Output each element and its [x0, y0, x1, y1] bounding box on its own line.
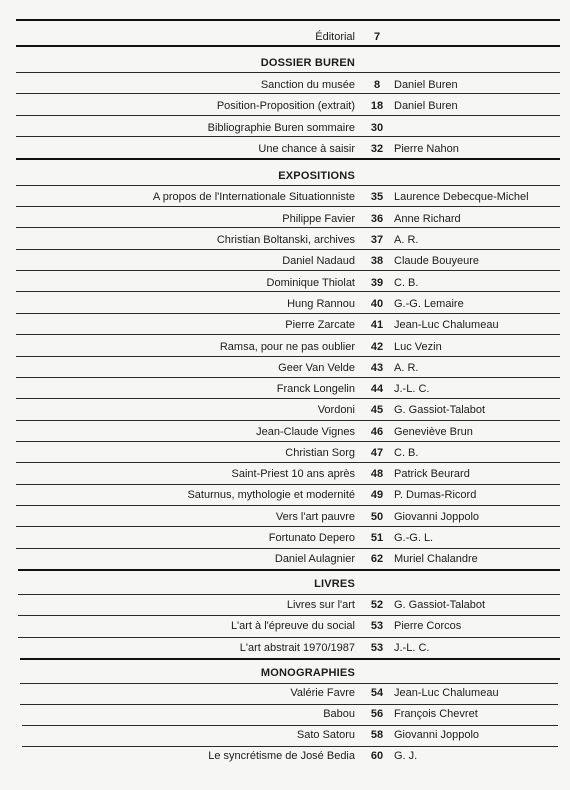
toc-entry	[0, 339, 570, 355]
entry-page: 60	[370, 750, 384, 762]
entry-page: 32	[370, 143, 384, 155]
toc-entry	[0, 748, 570, 764]
entry-author: François Chevret	[394, 708, 478, 720]
divider	[16, 484, 560, 485]
toc-entry	[0, 618, 570, 634]
section-heading-expositions: EXPOSITIONS	[278, 170, 355, 182]
entry-page: 58	[370, 729, 384, 741]
entry-page: 40	[370, 298, 384, 310]
entry-author: Claude Bouyeure	[394, 255, 480, 267]
entry-page: 36	[370, 213, 384, 225]
toc-entry	[0, 77, 570, 93]
entry-page: 48	[370, 468, 384, 480]
entry-page: 35	[370, 191, 384, 203]
toc-entry	[0, 98, 570, 114]
divider	[16, 548, 560, 549]
divider	[16, 441, 560, 442]
toc-entry	[0, 685, 570, 701]
divider	[16, 270, 560, 271]
toc-entry	[0, 360, 570, 376]
divider	[16, 356, 560, 357]
divider	[16, 227, 560, 228]
entry-author: Muriel Chalandre	[394, 553, 478, 565]
entry-author: J.-L. C.	[394, 383, 430, 395]
entry-title: Geer Van Velde	[278, 362, 355, 374]
entry-author: Daniel Buren	[394, 79, 458, 91]
entry-author: J.-L. C.	[394, 642, 430, 654]
toc-entry	[0, 487, 570, 503]
entry-title: Ramsa, pour ne pas oublier	[219, 341, 355, 353]
toc-entry	[0, 509, 570, 525]
entry-author: G. Gassiot-Talabot	[394, 599, 486, 611]
entry-page: 44	[370, 383, 384, 395]
toc-entry	[0, 141, 570, 157]
toc-entry-editorial	[0, 29, 570, 45]
divider	[16, 398, 560, 399]
entry-page: 41	[370, 319, 384, 331]
entry-title: Éditorial	[315, 31, 355, 43]
entry-page: 51	[370, 532, 384, 544]
entry-author: Jean-Luc Chalumeau	[394, 687, 499, 699]
section-rule	[20, 658, 560, 660]
entry-author: Geneviève Brun	[394, 426, 473, 438]
entry-author: A. R.	[394, 234, 419, 246]
toc-entry	[0, 381, 570, 397]
section-rule	[16, 45, 560, 47]
toc-entry	[0, 317, 570, 333]
toc-entry	[0, 296, 570, 312]
divider	[16, 420, 560, 421]
top-rule	[16, 19, 560, 21]
entry-page: 52	[370, 599, 384, 611]
divider	[16, 313, 560, 314]
entry-title: Dominique Thiolat	[266, 277, 355, 289]
entry-page: 7	[373, 31, 381, 43]
toc-entry	[0, 275, 570, 291]
entry-page: 37	[370, 234, 384, 246]
toc-entry	[0, 530, 570, 546]
toc-entry	[0, 597, 570, 613]
entry-author: A. R.	[394, 362, 419, 374]
entry-author: G.-G. L.	[394, 532, 434, 544]
toc-entry	[0, 727, 570, 743]
divider	[16, 136, 560, 137]
entry-author: C. B.	[394, 447, 419, 459]
toc-entry	[0, 189, 570, 205]
entry-page: 39	[370, 277, 384, 289]
toc-entry	[0, 445, 570, 461]
entry-page: 42	[370, 341, 384, 353]
entry-title: Babou	[323, 708, 355, 720]
divider	[20, 683, 558, 684]
toc-entry	[0, 253, 570, 269]
entry-page: 47	[370, 447, 384, 459]
divider	[16, 505, 560, 506]
section-heading-dossier-buren: DOSSIER BUREN	[260, 57, 355, 69]
entry-page: 30	[370, 122, 384, 134]
entry-author: G.-G. Lemaire	[394, 298, 464, 310]
entry-title: Livres sur l'art	[286, 599, 355, 611]
entry-author: Jean-Luc Chalumeau	[394, 319, 499, 331]
section-heading-monographies: MONOGRAPHIES	[260, 667, 355, 679]
entry-author: P. Dumas-Ricord	[394, 489, 477, 501]
divider	[16, 377, 560, 378]
entry-title: Saturnus, mythologie et modernité	[187, 489, 355, 501]
divider	[16, 462, 560, 463]
entry-page: 43	[370, 362, 384, 374]
entry-author: C. B.	[394, 277, 419, 289]
entry-title: Pierre Zarcate	[285, 319, 355, 331]
entry-title: Christian Sorg	[285, 447, 355, 459]
divider	[22, 746, 558, 747]
entry-page: 45	[370, 404, 384, 416]
section-rule	[16, 158, 560, 160]
entry-page: 62	[370, 553, 384, 565]
divider	[16, 334, 560, 335]
entry-page: 8	[373, 79, 381, 91]
toc-entry	[0, 706, 570, 722]
divider	[16, 206, 560, 207]
divider	[16, 185, 560, 186]
entry-title: Daniel Nadaud	[282, 255, 355, 267]
entry-title: Sanction du musée	[260, 79, 355, 91]
toc-entry	[0, 211, 570, 227]
entry-title: Saint-Priest 10 ans après	[231, 468, 355, 480]
toc-entry	[0, 424, 570, 440]
toc-entry	[0, 551, 570, 567]
entry-title: A propos de l'Internationale Situationniste	[152, 191, 355, 203]
entry-title: Vordoni	[317, 404, 355, 416]
entry-title: Une chance à saisir	[258, 143, 355, 155]
divider	[20, 704, 558, 705]
section-rule	[18, 569, 560, 571]
entry-page: 38	[370, 255, 384, 267]
divider	[16, 72, 560, 73]
entry-title: Philippe Favier	[282, 213, 355, 225]
entry-title: Vers l'art pauvre	[275, 511, 355, 523]
entry-title: Bibliographie Buren sommaire	[207, 122, 355, 134]
entry-author: Pierre Nahon	[394, 143, 459, 155]
entry-title: Position-Proposition (extrait)	[216, 100, 355, 112]
divider	[22, 725, 558, 726]
toc-entry	[0, 232, 570, 248]
divider	[16, 249, 560, 250]
entry-page: 50	[370, 511, 384, 523]
entry-author: G. Gassiot-Talabot	[394, 404, 486, 416]
entry-page: 18	[370, 100, 384, 112]
entry-author: Daniel Buren	[394, 100, 458, 112]
section-heading-livres: LIVRES	[314, 578, 355, 590]
entry-page: 54	[370, 687, 384, 699]
divider	[16, 291, 560, 292]
entry-page: 53	[370, 620, 384, 632]
entry-author: Patrick Beurard	[394, 468, 470, 480]
entry-author: Anne Richard	[394, 213, 461, 225]
toc-entry	[0, 466, 570, 482]
divider	[18, 615, 560, 616]
entry-author: Giovanni Joppolo	[394, 729, 480, 741]
toc-entry	[0, 640, 570, 656]
divider	[18, 594, 560, 595]
divider	[16, 526, 560, 527]
entry-title: Valérie Favre	[290, 687, 355, 699]
entry-page: 49	[370, 489, 384, 501]
entry-author: Pierre Corcos	[394, 620, 462, 632]
entry-page: 46	[370, 426, 384, 438]
toc-entry	[0, 402, 570, 418]
divider	[16, 115, 560, 116]
entry-title: Hung Rannou	[287, 298, 355, 310]
entry-title: Sato Satoru	[296, 729, 355, 741]
entry-page: 53	[370, 642, 384, 654]
entry-author: Laurence Debecque-Michel	[394, 191, 529, 203]
entry-title: L'art abstrait 1970/1987	[239, 642, 355, 654]
entry-title: Daniel Aulagnier	[274, 553, 355, 565]
entry-author: Giovanni Joppolo	[394, 511, 480, 523]
entry-author: G. J.	[394, 750, 418, 762]
entry-title: Fortunato Depero	[268, 532, 355, 544]
entry-title: Jean-Claude Vignes	[256, 426, 355, 438]
entry-author: Luc Vezin	[394, 341, 442, 353]
entry-title: Franck Longelin	[276, 383, 355, 395]
entry-page: 56	[370, 708, 384, 720]
toc-entry	[0, 120, 570, 136]
entry-title: Christian Boltanski, archives	[216, 234, 355, 246]
entry-title: Le syncrétisme de José Bedia	[208, 750, 355, 762]
divider	[18, 637, 560, 638]
entry-title: L'art à l'épreuve du social	[230, 620, 355, 632]
divider	[16, 93, 560, 94]
